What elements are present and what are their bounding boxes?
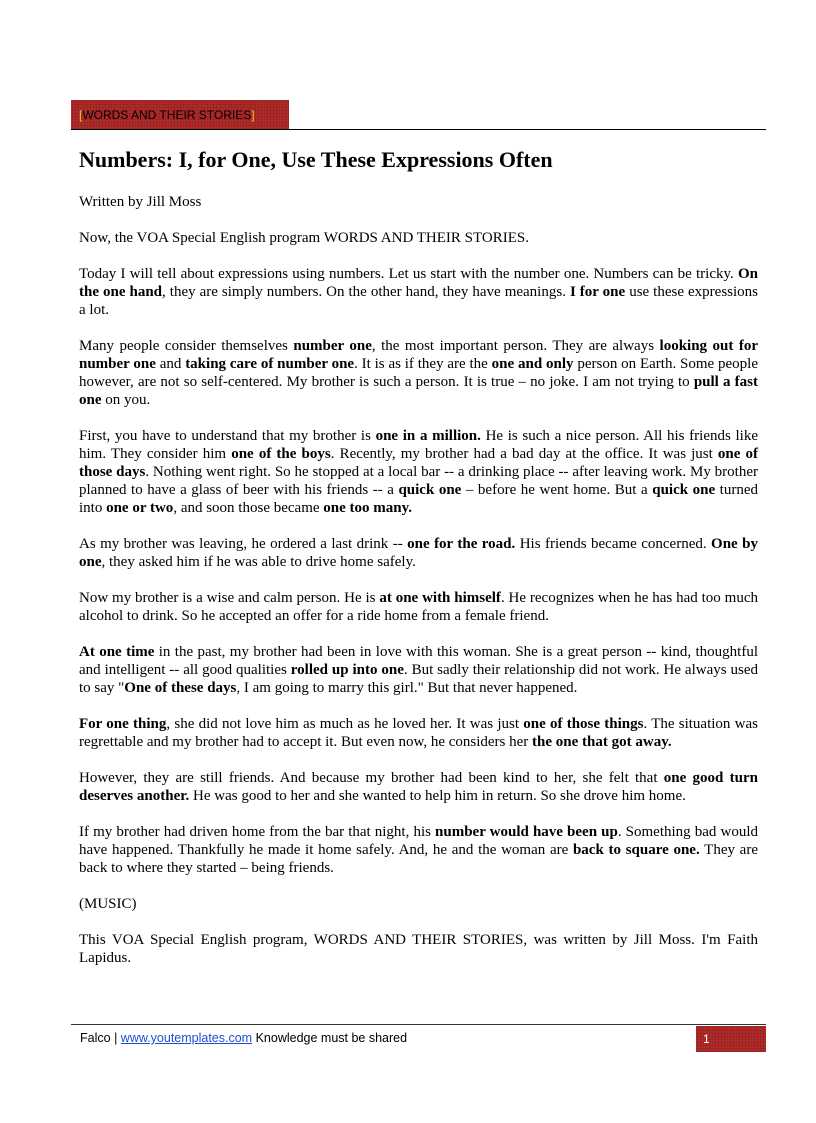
page-title: Numbers: I, for One, Use These Expressions Often	[79, 147, 553, 172]
bold-expression: one or two	[106, 500, 174, 516]
bold-expression: quick one	[398, 482, 462, 498]
bold-expression: at one with himself	[379, 590, 501, 606]
text-run: , and soon those became	[173, 500, 324, 516]
paragraph	[79, 823, 758, 877]
text-run: . The situation was regrettable and my brother had to accept it. But even now, he considers her	[79, 716, 758, 750]
text-run: , they asked him if he was able to drive home safely.	[101, 554, 416, 570]
paragraph	[79, 589, 758, 625]
bold-expression: taking care of number one	[185, 356, 355, 372]
footer-author: Falco	[80, 1031, 111, 1045]
bold-expression: one of the boys	[231, 446, 331, 462]
bold-expression: one for the road.	[407, 536, 516, 552]
text-run: . It is as if they are the	[354, 356, 492, 372]
text-run: , the most important person. They are always	[371, 338, 660, 354]
paragraph	[79, 229, 758, 247]
paragraph	[79, 643, 758, 697]
article-body	[79, 193, 758, 985]
text-run: in the past, my brother had been in love with this woman. She is a great person -- kind, thoughtful and intelligent -- all good qualities	[79, 644, 758, 678]
text-run: Written by Jill Moss	[79, 194, 202, 210]
text-run: He was good to her and she wanted to help him in return. So she drove him home.	[189, 788, 686, 804]
text-run: . Something bad would have happened. Thankfully he made it home safely. And, he and the woman are	[79, 824, 758, 858]
paragraph	[79, 769, 758, 805]
bold-expression: pull a fast one	[79, 374, 758, 408]
text-run: He is such a nice person. All his friends like him. They consider him	[79, 428, 758, 462]
bold-expression: the one that got away.	[532, 734, 672, 750]
bold-expression: looking out for number one	[79, 338, 758, 372]
bold-expression: number one	[293, 338, 372, 354]
bold-expression: one of those days	[79, 446, 759, 480]
paragraph	[79, 337, 758, 409]
text-run: First, you have to understand that my brother is	[79, 428, 376, 444]
footer-website-link[interactable]: www.youtemplates.com	[120, 1031, 253, 1045]
text-run: . Recently, my brother had a bad day at the office. It was just	[330, 446, 718, 462]
bold-expression: quick one	[652, 482, 716, 498]
paragraph	[79, 193, 758, 211]
bold-expression: one of those things	[523, 716, 644, 732]
bracket-close: ]	[251, 108, 255, 122]
bold-expression: one in a million.	[375, 428, 481, 444]
bold-expression: For one thing	[79, 716, 167, 732]
bold-expression: one and only	[491, 356, 574, 372]
section-header-label	[79, 108, 255, 122]
paragraph	[79, 931, 758, 967]
bold-expression: one good turn deserves another.	[79, 770, 758, 804]
page-number: 1	[703, 1032, 710, 1046]
text-run: , I am going to marry this girl." But that never happened.	[236, 680, 578, 696]
bracket-open: [	[79, 108, 83, 122]
text-run: person on Earth. Some people however, are not so self-centered. My brother is such a person. It is true – no joke. I am not trying to	[79, 356, 758, 390]
text-run: – before he went home. But a	[461, 482, 653, 498]
text-run: on you.	[101, 392, 151, 408]
text-run: use these expressions a lot.	[79, 284, 758, 318]
paragraph	[79, 265, 758, 319]
section-header-text: WORDS AND THEIR STORIES	[82, 108, 252, 122]
paragraph	[79, 427, 758, 517]
text-run: , they are simply numbers. On the other hand, they have meanings.	[162, 284, 570, 300]
bold-expression: number would have been up	[435, 824, 618, 840]
text-run: His friends became concerned.	[515, 536, 712, 552]
text-run: Now my brother is a wise and calm person. He is	[79, 590, 380, 606]
page-number-box	[696, 1026, 766, 1052]
text-run: and	[155, 356, 186, 372]
text-run: Today I will tell about expressions using numbers. Let us start with the number one. Numbers can be tricky.	[79, 266, 738, 282]
bold-expression: One of these days	[124, 680, 237, 696]
text-run: . Nothing went right. So he stopped at a local bar -- a drinking place -- after leaving work. My brother planned to have a glass of beer with his friends -- a	[79, 464, 758, 498]
bold-expression: I for one	[569, 284, 626, 300]
text-run: They are back to where they started – being friends.	[79, 842, 758, 876]
text-run: turned into	[79, 482, 759, 516]
bold-expression: On the one hand	[79, 266, 758, 300]
text-run: Many people consider themselves	[79, 338, 294, 354]
paragraph	[79, 895, 758, 913]
text-run: If my brother had driven home from the bar that night, his	[79, 824, 436, 840]
bold-expression: back to square one.	[572, 842, 700, 858]
footer-tagline: Knowledge must be shared	[255, 1031, 408, 1045]
text-run: , she did not love him as much as he loved her. It was just	[166, 716, 524, 732]
text-run: Now, the VOA Special English program WORDS AND THEIR STORIES.	[79, 230, 529, 246]
text-run: . But sadly their relationship did not work. He always used to say "	[79, 662, 758, 696]
section-header-tab	[71, 100, 289, 129]
footer-separator: |	[114, 1031, 118, 1045]
paragraph	[79, 535, 758, 571]
bold-expression: At one time	[79, 644, 155, 660]
text-run: This VOA Special English program, WORDS AND THEIR STORIES, was written by Jill Moss. I'm Faith Lapidus.	[79, 932, 758, 966]
paragraph	[79, 715, 758, 751]
header-divider	[71, 129, 766, 130]
bold-expression: one too many.	[323, 500, 413, 516]
footer-divider	[71, 1024, 766, 1025]
text-run: However, they are still friends. And because my brother had been kind to her, she felt that	[79, 770, 664, 786]
text-run: (MUSIC)	[79, 896, 137, 912]
text-run: . He recognizes when he has had too much alcohol to drink. So he accepted an offer for a ride home from a female friend.	[79, 590, 758, 624]
bold-expression: rolled up into one	[290, 662, 404, 678]
bold-expression: One by one	[79, 536, 758, 570]
footer	[80, 1031, 407, 1045]
text-run: As my brother was leaving, he ordered a last drink --	[79, 536, 408, 552]
